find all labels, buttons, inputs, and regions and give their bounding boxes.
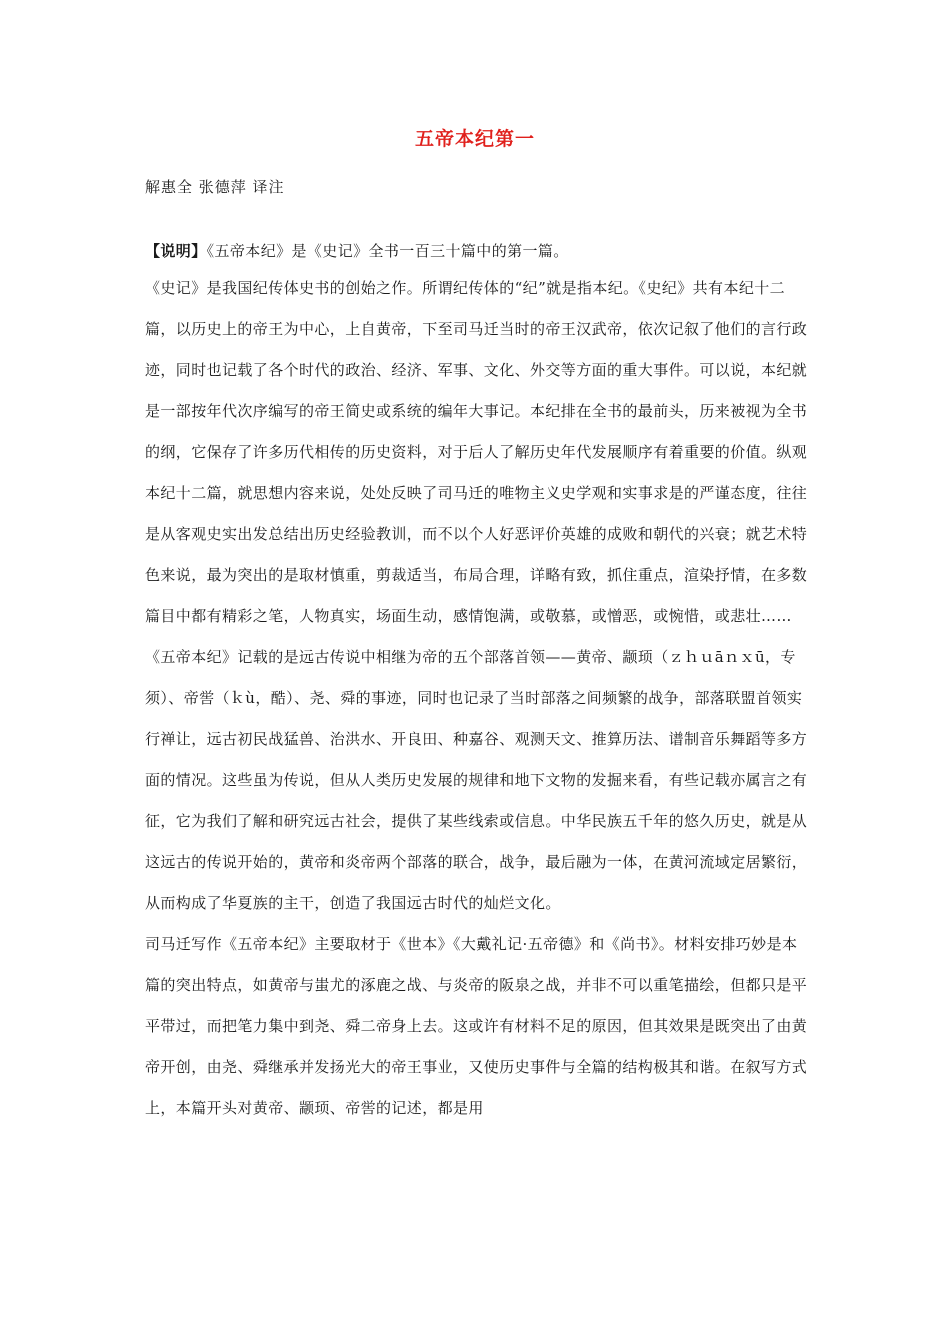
paragraph-2: 《五帝本纪》记载的是远古传说中相继为帝的五个部落首领——黄帝、颛顼（ｚｈｕāｎｘū，专须）、帝喾（ｋù，酷）、尧、舜的事迹，同时也记录了当时部落之间频繁的战争，部落联盟首领实行禅让，远古初民战猛兽、治洪水、开良田、种嘉谷、观测天文、推算历法、谱制音乐舞蹈等多方面的情况。这些虽为传说，但从人类历史发展的规律和地下文物的发掘来看，有些记载亦属言之有征，它为我们了解和研究远古社会，提供了某些线索或信息。中华民族五千年的悠久历史，就是从这远古的传说开始的，黄帝和炎帝两个部落的联合，战争，最后融为一体，在黄河流域定居繁衍，从而构成了华夏族的主干，创造了我国远古时代的灿烂文化。 — [145, 648, 808, 912]
paragraph-1: 《史记》是我国纪传体史书的创始之作。所谓纪传体的“纪”就是指本纪。《史纪》共有本纪十二篇，以历史上的帝王为中心，上自黄帝，下至司马迁当时的帝王汉武帝，依次记叙了他们的言行政迹，同时也记载了各个时代的政治、经济、军事、文化、外交等方面的重大事件。可以说，本纪就是一部按年代次序编写的帝王简史或系统的编年大事记。本纪排在全书的最前头，历来被视为全书的纲，它保存了许多历代相传的历史资料，对于后人了解历史年代发展顺序有着重要的价值。纵观本纪十二篇，就思想内容来说，处处反映了司马迁的唯物主义史学观和实事求是的严谨态度，往往是从客观史实出发总结出历史经验教训，而不以个人好恶评价英雄的成败和朝代的兴衰；就艺术特色来说，最为突出的是取材慎重，剪裁适当，布局合理，详略有致，抓住重点，渲染抒情，在多数篇目中都有精彩之笔，人物真实，场面生动，感情饱满，或敬慕，或憎恶，或惋惜，或悲壮…… — [145, 279, 808, 625]
document-authors: 解惠全 张德萍 译注 — [145, 178, 285, 196]
intro-paragraph — [145, 236, 811, 266]
intro-text: 《五帝本纪》是《史记》全书一百三十篇中的第一篇。 — [206, 242, 569, 260]
paragraph-3: 司马迁写作《五帝本纪》主要取材于《世本》《大戴礼记·五帝德》和《尚书》。材料安排巧妙是本篇的突出特点，如黄帝与蚩尤的涿鹿之战、与炎帝的阪泉之战，并非不可以重笔描绘，但都只是平平带过，而把笔力集中到尧、舜二帝身上去。这或许有材料不足的原因，但其效果是既突出了由黄帝开创，由尧、舜继承并发扬光大的帝王事业，又使历史事件与全篇的结构极其和谐。在叙写方式上，本篇开头对黄帝、颛顼、帝喾的记述，都是用 — [145, 935, 808, 1117]
document-body — [145, 236, 811, 1129]
document-title: 五帝本纪第一 — [414, 128, 535, 150]
intro-label: 【说明】 — [145, 242, 207, 260]
